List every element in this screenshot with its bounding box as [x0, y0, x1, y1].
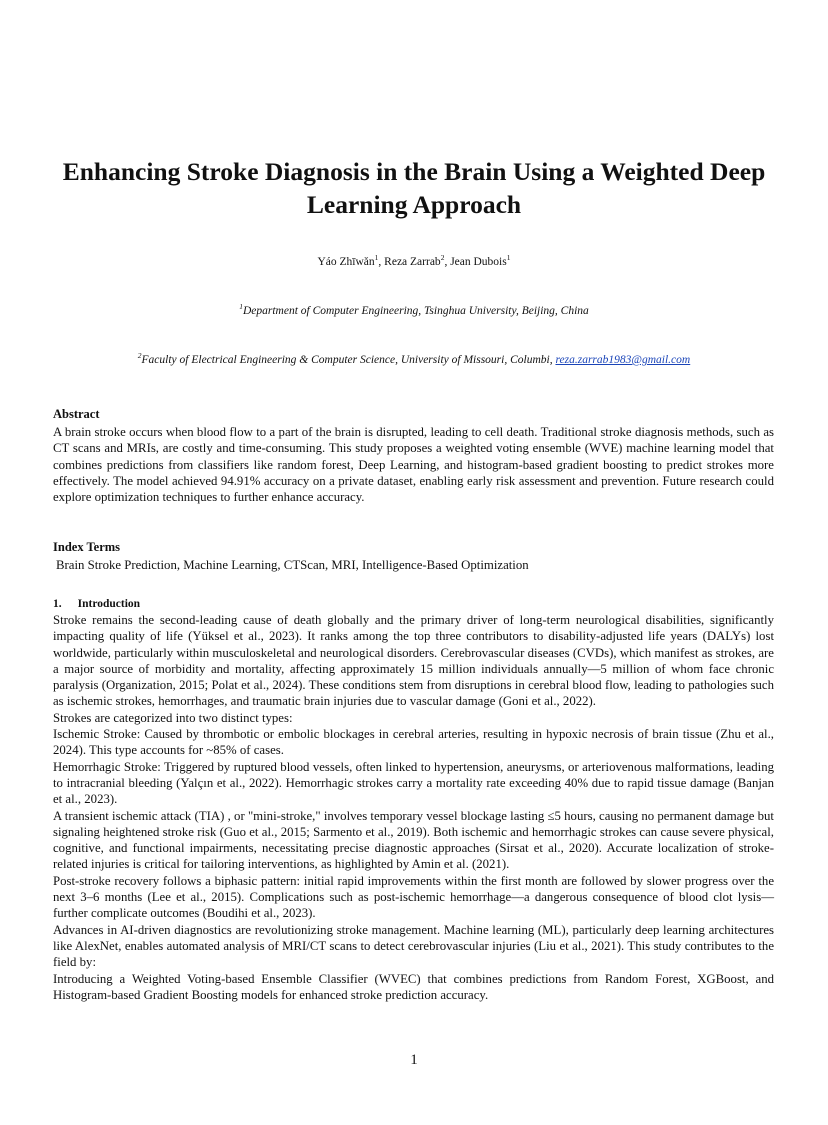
paper-title: Enhancing Stroke Diagnosis in the Brain Using a Weighted Deep Learning Approach [62, 157, 766, 219]
intro-paragraph: Advances in AI-driven diagnostics are revolutionizing stroke management. Machine learning (ML), particularly deep learning architectures like AlexNet, enables automated analysis of MRI/CT scans to detect cerebrovascular injuries (Liu et al., 2021). This study contributes to the field by: [53, 922, 774, 970]
section-title: Introduction [77, 598, 141, 610]
abstract-heading: Abstract [53, 407, 100, 421]
introduction-heading [53, 598, 140, 610]
affiliation-text: Department of Computer Engineering, Tsinghua University, Beijing, China [242, 305, 589, 317]
intro-paragraph: Introducing a Weighted Voting-based Ensemble Classifier (WVEC) that combines predictions from Random Forest, XGBoost, and Histogram-based Gradient Boosting models for enhanced stroke prediction accuracy. [53, 971, 774, 1002]
index-terms-text: Brain Stroke Prediction, Machine Learning, CTScan, MRI, Intelligence-Based Optimization [56, 558, 529, 572]
author-name: Yáo Zhīwǎn [317, 256, 375, 268]
index-terms-heading: Index Terms [53, 540, 121, 554]
affiliation-2 [0, 352, 828, 368]
intro-paragraph: Post-stroke recovery follows a biphasic pattern: initial rapid improvements within the first month are followed by slower progress over the next 3–6 months (Lee et al., 2015). Complications such as post-ischemic hemorrhage—a dangerous consequence of blood clot lysis—further complicate outcomes (Boudihi et al., 2023). [53, 873, 774, 921]
intro-paragraph: Stroke remains the second-leading cause of death globally and the primary driver of long-term neurological disabilities, significantly impacting quality of life (Yüksel et al., 2023). It ranks among the top three contributors to disability-adjusted life years (DALYs) lost worldwide, particularly within musculoskeletal and neurological disorders. Cerebrovascular diseases (CVDs), which manifest as strokes, are a major source of morbidity and mortality, affecting approximately 15 million individuals annually—5 million of whom face chronic paralysis (Organization, 2015; Polat et al., 2024). These conditions stem from disruptions in cerebral blood flow, leading to pathologies such as ischemic strokes, hemorrhages, and traumatic brain injuries due to vascular damage (Goni et al., 2022). [53, 613, 774, 709]
page-number: 1 [410, 1052, 418, 1068]
email-link[interactable]: reza.zarrab1983@gmail.com [555, 354, 691, 366]
affiliation-mark: 2 [137, 351, 142, 361]
author-name: Reza Zarrab [384, 256, 441, 268]
affiliation-1 [0, 303, 828, 319]
affiliation-mark: 1 [239, 302, 243, 312]
affiliation-text: Faculty of Electrical Engineering & Computer Science, University of Missouri, Columbi, [141, 354, 553, 366]
author-name: Jean Dubois [450, 256, 507, 268]
author-affiliation-mark: 1 [374, 253, 379, 263]
author-affiliation-mark: 2 [440, 253, 445, 263]
intro-paragraph: A transient ischemic attack (TIA) , or "mini-stroke," involves temporary vessel blockage lasting ≤5 hours, causing no permanent damage but signaling heightened stroke risk (Guo et al., 2015; Sarmento et al., 2019). Both ischemic and hemorrhagic strokes can cause severe physical, cognitive, and functional impairments, necessitating precise diagnostic approaches (Sirsat et al., 2020). Accurate localization of stroke-related injuries is critical for tailoring interventions, as highlighted by Amin et al. (2021). [53, 808, 774, 872]
intro-paragraph: Ischemic Stroke: Caused by thrombotic or embolic blockages in cerebral arteries, resulting in hypoxic necrosis of brain tissue (Zhu et al., 2024). This type accounts for ~85% of cases. [53, 727, 774, 758]
section-number: 1. [53, 598, 62, 610]
abstract-text: A brain stroke occurs when blood flow to a part of the brain is disrupted, leading to cell death. Traditional stroke diagnosis methods, such as CT scans and MRIs, are costly and time-consuming. This study proposes a weighted voting ensemble (WVE) machine learning model that combines predictions from classifiers like random forest, Deep Learning, and histogram-based gradient boosting to predict strokes more effectively. The model achieved 94.91% accuracy on a private dataset, enabling early risk assessment and prevention. Future research could explore optimization techniques to further enhance accuracy. [53, 425, 774, 505]
intro-paragraph: Hemorrhagic Stroke: Triggered by ruptured blood vessels, often linked to hypertension, aneurysms, or arteriovenous malformations, leading to intracranial bleeding (Yalçın et al., 2022). Hemorrhagic strokes carry a mortality rate exceeding 40% due to rapid tissue damage (Banjan et al., 2023). [53, 759, 774, 807]
intro-paragraph: Strokes are categorized into two distinct types: [53, 710, 293, 725]
introduction-body [53, 612, 774, 1003]
author-affiliation-mark: 1 [506, 253, 511, 263]
author-list: Yáo Zhīwǎn$^1$, Reza Zarrab$^2$, Jean Dubois$^1$ [317, 253, 511, 268]
